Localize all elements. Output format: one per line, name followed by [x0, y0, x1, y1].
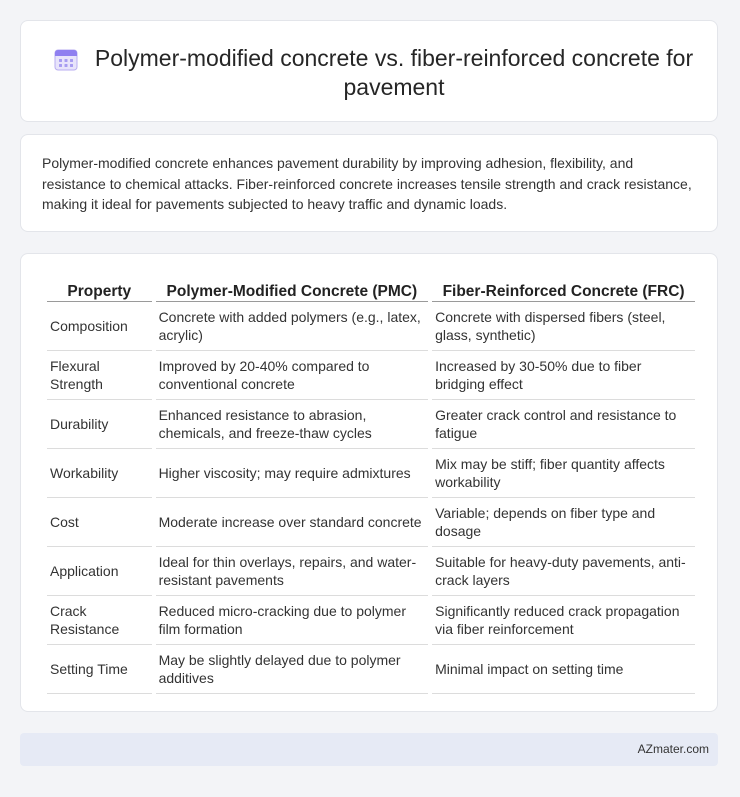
table-row — [47, 400, 695, 449]
pmc-cell: Improved by 20-40% compared to conventional concrete — [156, 351, 429, 400]
comparison-table — [43, 274, 699, 694]
frc-cell: Greater crack control and resistance to fatigue — [432, 400, 695, 449]
intro-paragraph: Polymer-modified concrete enhances pavement durability by improving adhesion, flexibility, and resistance to chemical attacks. Fiber-reinforced concrete increases tensile strength and crack resistance, making it ideal for pavements subjected to heavy traffic and dynamic loads. — [42, 155, 692, 212]
header-pmc: Polymer-Modified Concrete (PMC) — [156, 274, 429, 302]
property-cell: Setting Time — [47, 645, 152, 694]
table-row — [47, 449, 695, 498]
pmc-cell: Moderate increase over standard concrete — [156, 498, 429, 547]
pmc-cell: May be slightly delayed due to polymer additives — [156, 645, 429, 694]
footer-brand: AZmater.com — [637, 742, 709, 756]
frc-cell: Significantly reduced crack propagation via fiber reinforcement — [432, 596, 695, 645]
table-header-row — [47, 274, 695, 302]
calendar-icon — [54, 48, 78, 72]
table-row — [47, 596, 695, 645]
property-cell: Application — [47, 547, 152, 596]
property-cell: Composition — [47, 302, 152, 351]
pmc-cell: Reduced micro-cracking due to polymer film formation — [156, 596, 429, 645]
table-row — [47, 645, 695, 694]
header-frc: Fiber-Reinforced Concrete (FRC) — [432, 274, 695, 302]
pmc-cell: Concrete with added polymers (e.g., latex, acrylic) — [156, 302, 429, 351]
table-row — [47, 547, 695, 596]
page-title: Polymer-modified concrete vs. fiber-reinforced concrete for pavement — [94, 45, 694, 100]
pmc-cell: Enhanced resistance to abrasion, chemicals, and freeze-thaw cycles — [156, 400, 429, 449]
frc-cell: Increased by 30-50% due to fiber bridging effect — [432, 351, 695, 400]
property-cell: Flexural Strength — [47, 351, 152, 400]
property-cell: Workability — [47, 449, 152, 498]
pmc-cell: Ideal for thin overlays, repairs, and water-resistant pavements — [156, 547, 429, 596]
table-row — [47, 351, 695, 400]
frc-cell: Concrete with dispersed fibers (steel, glass, synthetic) — [432, 302, 695, 351]
header-property: Property — [47, 274, 152, 302]
table-row — [47, 498, 695, 547]
property-cell: Cost — [47, 498, 152, 547]
footer-bar — [20, 733, 718, 766]
frc-cell: Suitable for heavy-duty pavements, anti-crack layers — [432, 547, 695, 596]
frc-cell: Mix may be stiff; fiber quantity affects workability — [432, 449, 695, 498]
frc-cell: Variable; depends on fiber type and dosage — [432, 498, 695, 547]
table-row — [47, 302, 695, 351]
frc-cell: Minimal impact on setting time — [432, 645, 695, 694]
title-card — [20, 20, 718, 122]
property-cell: Durability — [47, 400, 152, 449]
intro-card — [20, 134, 718, 232]
comparison-card — [20, 253, 718, 712]
pmc-cell: Higher viscosity; may require admixtures — [156, 449, 429, 498]
property-cell: Crack Resistance — [47, 596, 152, 645]
